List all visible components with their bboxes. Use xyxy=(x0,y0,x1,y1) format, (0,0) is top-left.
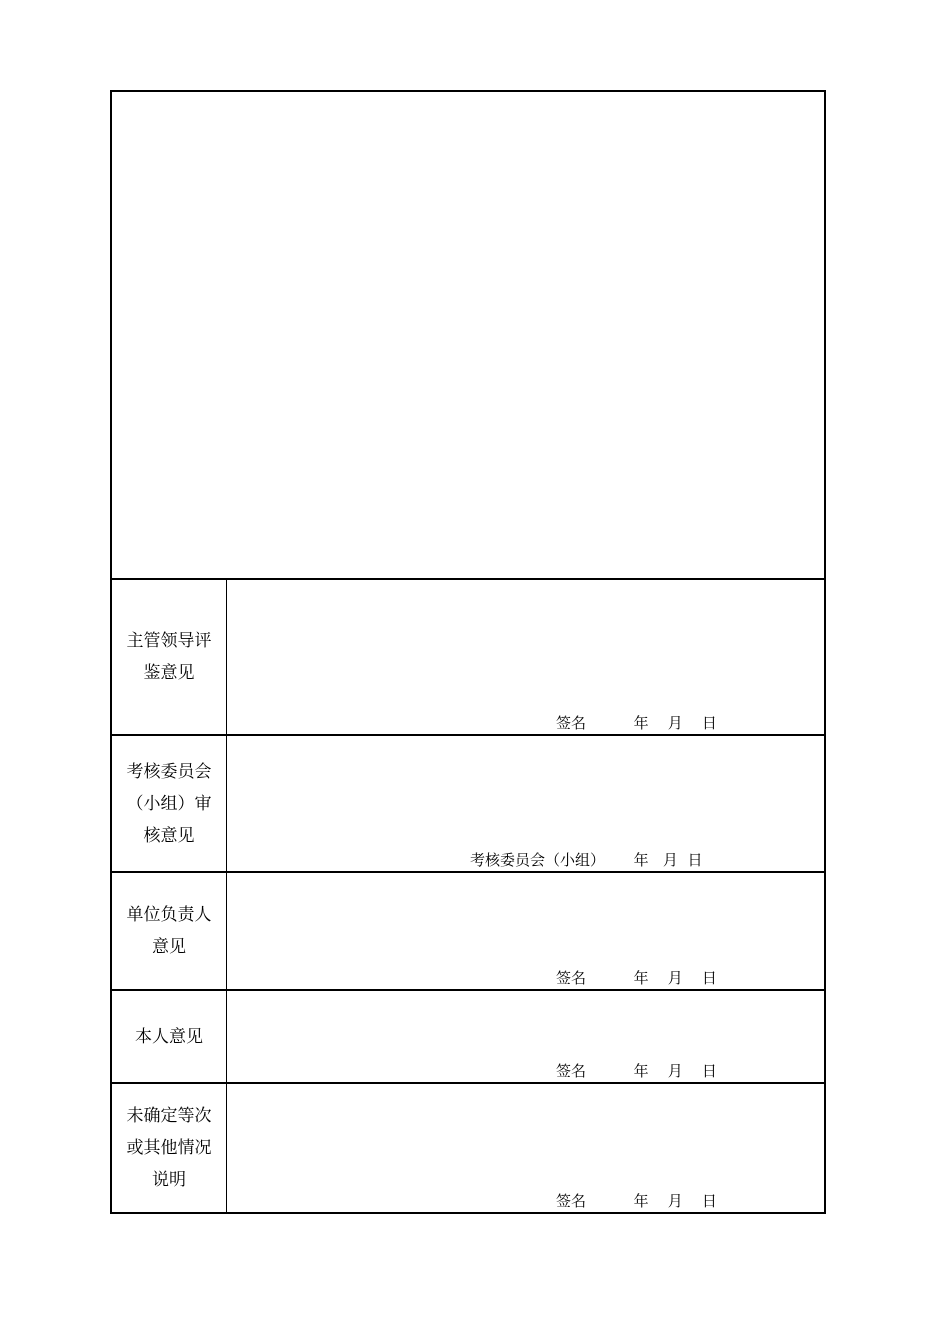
previous-section-blank-area xyxy=(112,92,824,578)
opinion-input-area[interactable] xyxy=(227,580,824,734)
row-label: 考核委员会（小组）审核意见 xyxy=(126,761,212,846)
signature-date-line: 考核委员会（小组） 年 月 日 xyxy=(470,851,703,869)
row-label-cell xyxy=(112,873,227,989)
opinion-input-area[interactable] xyxy=(227,1084,824,1212)
appraisal-form-table xyxy=(110,90,826,1214)
opinion-input-area[interactable] xyxy=(227,991,824,1082)
opinion-input-area[interactable] xyxy=(227,736,824,871)
row-label: 主管领导评鉴意见 xyxy=(126,631,212,683)
row-unit-head-opinion xyxy=(112,871,824,989)
row-label-cell xyxy=(112,736,227,871)
signature-date-line: 签名 年 月 日 xyxy=(556,714,717,732)
row-label-cell xyxy=(112,991,227,1082)
row-label-cell xyxy=(112,1084,227,1212)
row-label: 单位负责人意见 xyxy=(126,905,212,957)
signature-date-line: 签名 年 月 日 xyxy=(556,1192,717,1210)
row-other-explanation xyxy=(112,1082,824,1212)
row-committee-review xyxy=(112,734,824,871)
signature-date-line: 签名 年 月 日 xyxy=(556,969,717,987)
opinion-input-area[interactable] xyxy=(227,873,824,989)
row-supervisor-opinion xyxy=(112,578,824,734)
row-label: 本人意见 xyxy=(135,1026,203,1047)
row-label-cell xyxy=(112,580,227,734)
row-self-opinion xyxy=(112,989,824,1082)
row-label: 未确定等次或其他情况说明 xyxy=(126,1106,212,1190)
signature-date-line: 签名 年 月 日 xyxy=(556,1062,717,1080)
